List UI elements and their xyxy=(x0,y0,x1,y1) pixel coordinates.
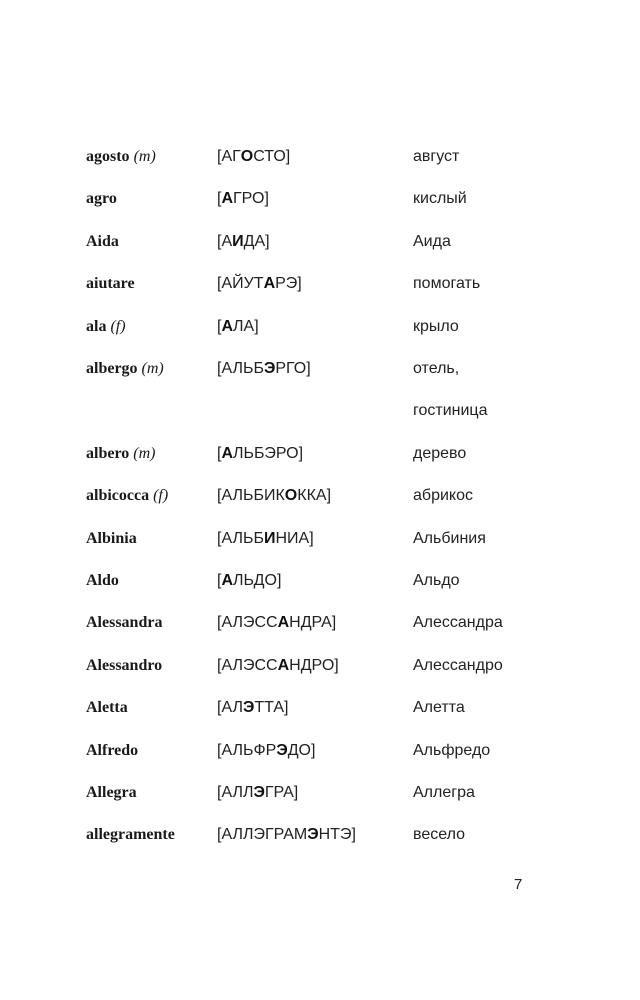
entry-row xyxy=(0,739,640,763)
word-text: albicocca xyxy=(86,487,150,504)
word-text: agro xyxy=(86,190,117,207)
entry-row xyxy=(0,230,640,254)
stressed-vowel: А xyxy=(221,445,234,462)
pronunciation xyxy=(217,442,303,466)
italian-word xyxy=(86,272,135,296)
pronunciation-part: [АЛЭСС xyxy=(217,657,278,674)
stressed-vowel: А xyxy=(221,572,234,589)
pronunciation xyxy=(217,823,356,847)
gender-marker: (m) xyxy=(133,148,156,165)
word-text: Aletta xyxy=(86,699,128,716)
pronunciation xyxy=(217,187,269,211)
pronunciation xyxy=(217,484,331,508)
entry-row xyxy=(0,696,640,720)
entry-row xyxy=(0,611,640,635)
italian-word xyxy=(86,781,137,805)
italian-word xyxy=(86,145,156,169)
word-text: albergo xyxy=(86,360,138,377)
pronunciation xyxy=(217,654,339,678)
entry-row xyxy=(0,781,640,805)
gender-marker: (f) xyxy=(153,487,169,504)
stressed-vowel: Э xyxy=(242,699,255,716)
pronunciation-part: [АЛЛЭГРАМ xyxy=(217,826,308,843)
russian-translation: гостиница xyxy=(413,402,488,419)
pronunciation-part: [АЛЛ xyxy=(217,784,254,801)
italian-word xyxy=(86,187,117,211)
pronunciation xyxy=(217,569,281,593)
pronunciation xyxy=(217,696,289,720)
russian-translation: отель, xyxy=(413,360,460,377)
italian-word xyxy=(86,696,128,720)
pronunciation-part: НТЭ] xyxy=(318,826,356,843)
italian-word xyxy=(86,442,155,466)
russian-translation: Альдо xyxy=(413,572,460,589)
italian-word xyxy=(86,230,119,254)
italian-word xyxy=(86,527,137,551)
russian-translation: помогать xyxy=(413,275,481,292)
russian-translation: Алетта xyxy=(413,699,465,716)
italian-word xyxy=(86,484,168,508)
pronunciation-part: ДО] xyxy=(287,742,316,759)
russian-translation: весело xyxy=(413,826,465,843)
pronunciation-part: ЛЬБЭРО] xyxy=(233,445,304,462)
pronunciation-part: [АЛЬБИК xyxy=(217,487,285,504)
russian-translation: Алессандра xyxy=(413,614,503,631)
entry-row xyxy=(0,484,640,508)
pronunciation-part: СТО] xyxy=(253,148,291,165)
russian-translation: кислый xyxy=(413,190,467,207)
russian-translation: дерево xyxy=(413,445,467,462)
word-text: agosto xyxy=(86,148,130,165)
pronunciation-part: [АЛЭСС xyxy=(217,614,278,631)
entry-row xyxy=(0,654,640,678)
pronunciation xyxy=(217,145,290,169)
pronunciation-part: [АЛЬБ xyxy=(217,360,264,377)
pronunciation-part: РЭ] xyxy=(275,275,302,292)
russian-translation: август xyxy=(413,148,460,165)
word-text: albero xyxy=(86,445,130,462)
stressed-vowel: Э xyxy=(253,784,265,801)
pronunciation-part: [ xyxy=(217,572,222,589)
stressed-vowel: Э xyxy=(263,360,276,377)
pronunciation-part: ЛА] xyxy=(233,318,259,335)
word-text: Albinia xyxy=(86,530,137,547)
russian-translation: Альфредо xyxy=(413,742,491,759)
stressed-vowel: И xyxy=(263,530,276,547)
pronunciation-part: ЛЬДО] xyxy=(233,572,282,589)
pronunciation-part: [ xyxy=(217,318,222,335)
pronunciation-part: НДРА] xyxy=(289,614,337,631)
entry-row xyxy=(0,399,640,423)
pronunciation-part: [ xyxy=(217,445,222,462)
russian-translation: Алессандро xyxy=(413,657,503,674)
pronunciation xyxy=(217,611,336,635)
pronunciation-part: ТТА] xyxy=(254,699,289,716)
pronunciation-part: ГРА] xyxy=(264,784,299,801)
stressed-vowel: Э xyxy=(307,826,319,843)
word-text: Alfredo xyxy=(86,742,139,759)
entry-row xyxy=(0,272,640,296)
pronunciation-part: [ xyxy=(217,190,222,207)
italian-word xyxy=(86,739,138,763)
italian-word xyxy=(86,315,126,339)
italian-word xyxy=(86,569,119,593)
gender-marker: (f) xyxy=(110,318,126,335)
stressed-vowel: А xyxy=(263,275,276,292)
pronunciation-part: РГО] xyxy=(275,360,311,377)
italian-word xyxy=(86,654,162,678)
pronunciation-part: [АЛЬФР xyxy=(217,742,277,759)
stressed-vowel: А xyxy=(277,614,290,631)
page-number: 7 xyxy=(514,876,523,893)
stressed-vowel: Э xyxy=(276,742,288,759)
word-text: Alessandra xyxy=(86,614,163,631)
stressed-vowel: О xyxy=(284,487,298,504)
stressed-vowel: И xyxy=(232,233,244,250)
gender-marker: (m) xyxy=(133,445,156,462)
russian-translation: Альбиния xyxy=(413,530,486,547)
pronunciation-part: ДА] xyxy=(243,233,270,250)
pronunciation-part: [АЛЬБ xyxy=(217,530,264,547)
entry-row xyxy=(0,315,640,339)
entry-row xyxy=(0,145,640,169)
pronunciation xyxy=(217,272,302,296)
italian-word xyxy=(86,823,175,847)
pronunciation-part: ККА] xyxy=(297,487,332,504)
word-text: Allegra xyxy=(86,784,137,801)
stressed-vowel: А xyxy=(221,318,234,335)
stressed-vowel: А xyxy=(221,190,234,207)
entry-row xyxy=(0,823,640,847)
pronunciation xyxy=(217,230,270,254)
pronunciation xyxy=(217,781,298,805)
pronunciation-part: ГРО] xyxy=(233,190,269,207)
entry-row xyxy=(0,187,640,211)
russian-translation: абрикос xyxy=(413,487,473,504)
pronunciation-part: НИА] xyxy=(275,530,314,547)
pronunciation-part: [АЛ xyxy=(217,699,243,716)
stressed-vowel: А xyxy=(277,657,290,674)
russian-translation: Аида xyxy=(413,233,451,250)
pronunciation xyxy=(217,315,259,339)
stressed-vowel: О xyxy=(240,148,254,165)
word-text: ala xyxy=(86,318,107,335)
pronunciation xyxy=(217,739,315,763)
italian-word xyxy=(86,611,162,635)
entry-row xyxy=(0,569,640,593)
word-text: Aldo xyxy=(86,572,119,589)
gender-marker: (m) xyxy=(141,360,164,377)
pronunciation xyxy=(217,527,314,551)
pronunciation-part: НДРО] xyxy=(289,657,339,674)
word-text: allegramente xyxy=(86,826,175,843)
russian-translation: Аллегра xyxy=(413,784,475,801)
entry-row xyxy=(0,442,640,466)
pronunciation-part: [АГ xyxy=(217,148,241,165)
pronunciation-part: [АЙУТ xyxy=(217,275,264,292)
pronunciation xyxy=(217,357,311,381)
word-text: aiutare xyxy=(86,275,135,292)
entry-row xyxy=(0,357,640,381)
entry-row xyxy=(0,527,640,551)
pronunciation-part: [А xyxy=(217,233,233,250)
word-text: Alessandro xyxy=(86,657,163,674)
italian-word xyxy=(86,357,164,381)
word-text: Aida xyxy=(86,233,119,250)
russian-translation: крыло xyxy=(413,318,459,335)
